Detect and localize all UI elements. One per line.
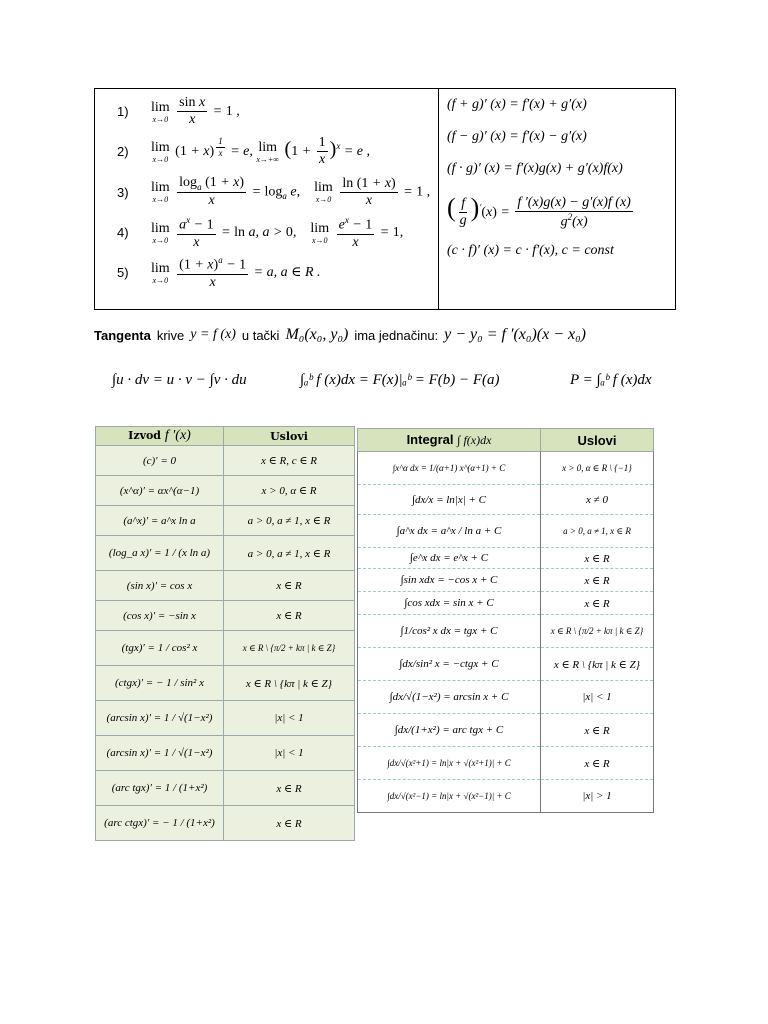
limit-row-4 [117,215,403,251]
limit-formula: lim x→0 $\frac{(1 + x)^a - 1}{x}$ = a, a ∈ R . [151,255,321,290]
limit-formula: lim x→0 $\frac{a^x - 1}{x}$ = ln a, a > 0, lim x→0 $\frac{e^x - 1}{x}$ = 1, [151,215,404,250]
izvod-header: Izvod f ′(x) [96,427,224,446]
limit-number: 3) [117,184,129,200]
curve-expression: y = f (x) [190,327,236,342]
derivatives-table [95,426,355,841]
limit-number: 2) [117,144,129,160]
rule-constant: (c · f)′ (x) = c · f′(x), c = const [447,243,614,258]
table-row: (arcsin x)′ = 1 / √(1−x²) |x| < 1 [96,701,355,736]
table-row: ∫a^x dx = a^x / ln a + C a > 0, a ≠ 1, x ∈ R [358,515,654,548]
rule-product: (f · g)′ (x) = f′(x)g(x) + g′(x)f(x) [447,161,623,176]
tangent-word: ima jednačinu: [354,327,439,343]
limit-number: 4) [117,225,129,241]
limit-formula: lim x→0 $\frac{\text{sin x}}{x}$ = 1 , [151,95,240,128]
point-expression: M₀(x₀, y₀) [285,326,349,343]
uslovi-header: Uslovi [541,429,654,452]
tangent-statement [94,326,586,344]
integration-by-parts: ∫u · dv = u · v − ∫v · du [112,372,247,388]
table-row: (a^x)′ = a^x ln a a > 0, a ≠ 1, x ∈ R [96,506,355,536]
limit-row-1 [117,95,240,128]
integral-header: Integral ∫ f(x)dx [358,429,541,452]
table-row: (tgx)′ = 1 / cos² x x ∈ R \ {π/2 + kπ | k ∈ Z} [96,631,355,666]
table-row: ∫cos xdx = sin x + C x ∈ R [358,592,654,615]
table-row: (arc tgx)′ = 1 / (1+x²) x ∈ R [96,771,355,806]
table-row: (arcsin x)′ = 1 / √(1−x²) |x| < 1 [96,736,355,771]
limit-formula: lim x→0 $\frac{\log_a (1 + x)}{x}$ = $\log_a e$, lim x→0 $\frac{\ln (1 + x)}{x}$ = 1 , [151,175,431,209]
box-divider [438,89,439,309]
limit-formula: lim x→0 (1 + x) $^{\frac{1}{x}}$ = e, lim x→+∞ (1 + $\frac{1}{x}$ )$^x$ = e , [151,135,370,168]
table-row: (sin x)′ = cos x x ∈ R [96,571,355,601]
table-row: ∫dx/√(x²+1) = ln|x + √(x²+1)| + C x ∈ R [358,747,654,780]
rule-difference: (f − g)′ (x) = f′(x) − g′(x) [447,129,587,144]
table-header-row [358,429,654,452]
limit-row-5 [117,255,321,291]
table-row: (x^α)′ = αx^(α−1) x > 0, α ∈ R [96,476,355,506]
table-row: (ctgx)′ = − 1 / sin² x x ∈ R \ {kπ | k ∈ Z} [96,666,355,701]
uslovi-header: Uslovi [224,427,355,446]
table-row: ∫x^α dx = 1/(α+1) x^(α+1) + C x > 0, α ∈ R \ {−1} [358,452,654,485]
limit-row-2 [117,135,370,168]
limits-and-rules-box [94,88,676,310]
table-row: (arc ctgx)′ = − 1 / (1+x²) x ∈ R [96,806,355,841]
table-row: (cos x)′ = −sin x x ∈ R [96,601,355,631]
limit-number: 5) [117,265,129,281]
tangent-word: u tački [241,327,280,343]
area-formula: P = ∫ₐᵇ f (x)dx [570,372,652,388]
tangent-bold-word: Tangenta [94,327,151,343]
table-row: (c)′ = 0 x ∈ R, c ∈ R [96,446,355,476]
table-row: ∫e^x dx = e^x + C x ∈ R [358,548,654,569]
table-row: ∫sin xdx = −cos x + C x ∈ R [358,569,654,592]
table-row: ∫1/cos² x dx = tgx + C x ∈ R \ {π/2 + kπ | k ∈ Z} [358,615,654,648]
rule-sum: (f + g)′ (x) = f′(x) + g′(x) [447,97,587,112]
tangent-equation: y − y₀ = f ′(x₀)(x − x₀) [444,326,586,343]
newton-leibniz-formula: ∫ₐᵇ f (x)dx = F(x)|ₐᵇ = F(b) − F(a) [300,372,500,388]
tangent-word: krive [156,327,185,343]
integrals-table [357,428,654,813]
table-row: ∫dx/sin² x = −ctgx + C x ∈ R \ {kπ | k ∈ Z} [358,648,654,681]
table-header-row [96,427,355,446]
table-row: ∫dx/√(x²−1) = ln|x + √(x²−1)| + C |x| > 1 [358,780,654,813]
limit-row-3 [117,175,430,209]
table-row: ∫dx/x = ln|x| + C x ≠ 0 [358,485,654,515]
table-row: ∫dx/(1+x²) = arc tgx + C x ∈ R [358,714,654,747]
rule-quotient: ( $\frac{f}{g}$ )′(x) = $\frac{f '(x)g(x) - g'(x)f (x)}{g^2(x)}$ [447,193,631,230]
table-row: (log_a x)′ = 1 / (x ln a) a > 0, a ≠ 1, x ∈ R [96,536,355,571]
table-row: ∫dx/√(1−x²) = arcsin x + C |x| < 1 [358,681,654,714]
limit-number: 1) [117,104,129,120]
